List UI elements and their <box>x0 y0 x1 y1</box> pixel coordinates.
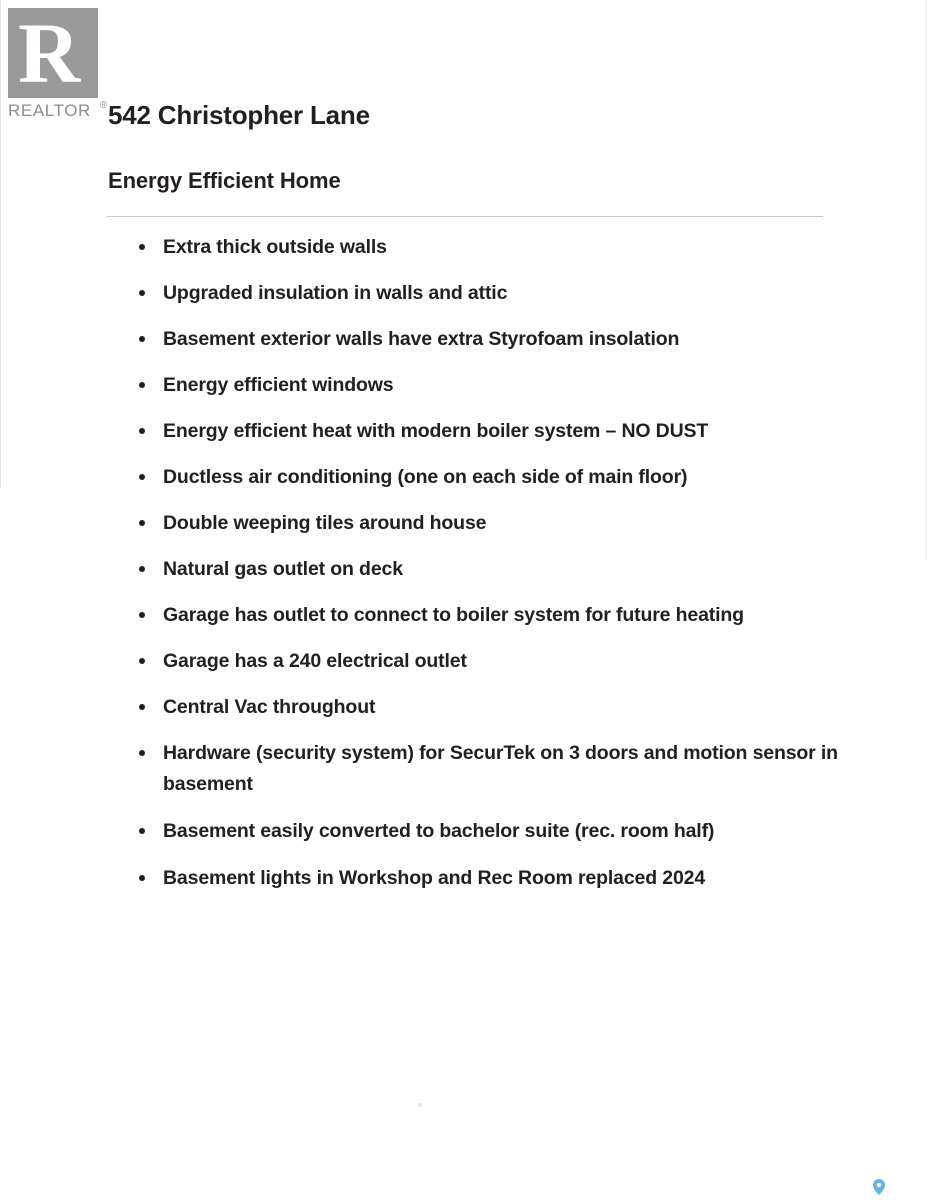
realtor-logo-letter: R <box>18 5 79 101</box>
scan-artifact <box>418 1103 422 1107</box>
realtor-logo-wordmark: REALTOR <box>8 101 91 120</box>
list-item <box>107 416 867 447</box>
bullet-icon <box>139 750 145 756</box>
list-item <box>107 232 867 263</box>
list-item-label: Central Vac throughout <box>163 696 376 718</box>
list-item <box>107 324 867 355</box>
list-item-label: Garage has a 240 electrical outlet <box>163 650 467 672</box>
bullet-icon <box>139 704 145 710</box>
realtor-logo <box>8 5 108 133</box>
list-item-label: Basement exterior walls have extra Styrofoam insolation <box>163 328 680 350</box>
list-item <box>107 554 867 585</box>
list-item <box>107 646 867 677</box>
list-item-label: Energy efficient heat with modern boiler system – NO DUST <box>163 420 709 442</box>
map-pin-icon <box>873 1179 885 1195</box>
list-item <box>107 816 867 847</box>
list-item <box>107 692 867 723</box>
list-item-label: Garage has outlet to connect to boiler system for future heating <box>163 604 744 626</box>
list-item-label: Basement easily converted to bachelor suite (rec. room half) <box>163 820 715 842</box>
bullet-icon <box>139 336 145 342</box>
list-item-label: Extra thick outside walls <box>163 236 387 258</box>
list-item-label: Natural gas outlet on deck <box>163 558 403 580</box>
feature-list <box>107 232 867 909</box>
registered-trademark-icon: ® <box>100 100 108 111</box>
bullet-icon <box>139 474 145 480</box>
list-item <box>107 600 867 631</box>
document-header <box>0 0 927 150</box>
list-item <box>107 278 867 309</box>
horizontal-divider <box>107 216 823 217</box>
bullet-icon <box>139 428 145 434</box>
list-item <box>107 508 867 539</box>
list-item-label: Double weeping tiles around house <box>163 512 487 534</box>
section-heading: Energy Efficient Home <box>108 168 341 193</box>
page-title: 542 Christopher Lane <box>108 100 370 130</box>
bullet-icon <box>139 520 145 526</box>
bullet-icon <box>139 612 145 618</box>
list-item <box>107 370 867 401</box>
list-item-label: Upgraded insulation in walls and attic <box>163 282 508 304</box>
list-item <box>107 738 867 800</box>
bullet-icon <box>139 244 145 250</box>
bullet-icon <box>139 658 145 664</box>
bullet-icon <box>139 566 145 572</box>
bullet-icon <box>139 828 145 834</box>
bullet-icon <box>139 290 145 296</box>
list-item-label: Basement lights in Workshop and Rec Room replaced 2024 <box>163 867 706 889</box>
bullet-icon <box>139 875 145 881</box>
bullet-icon <box>139 382 145 388</box>
realtor-logo-mark <box>8 5 98 101</box>
list-item-label: Ductless air conditioning (one on each side of main floor) <box>163 466 688 488</box>
list-item <box>107 863 867 894</box>
list-item <box>107 462 867 493</box>
list-item-label: Hardware (security system) for SecurTek on 3 doors and motion sensor in basement <box>163 742 838 795</box>
list-item-label: Energy efficient windows <box>163 374 394 396</box>
